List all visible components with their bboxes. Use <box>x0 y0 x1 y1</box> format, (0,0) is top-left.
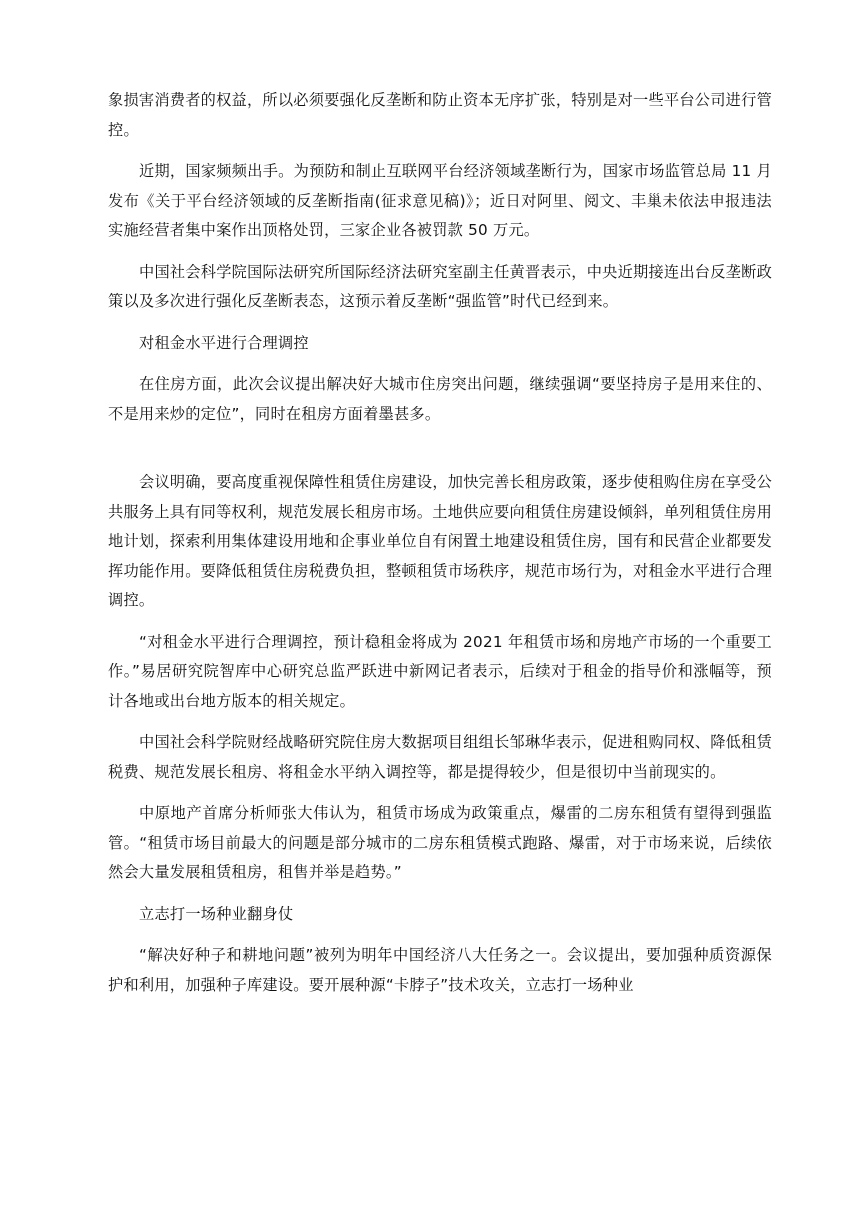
paragraph-1: 象损害消费者的权益，所以必须要强化反垄断和防止资本无序扩张，特别是对一些平台公司进行管控。 <box>108 91 772 139</box>
document-body <box>108 86 772 1012</box>
paragraph-2: 近期，国家频频出手。为预防和制止互联网平台经济领域垄断行为，国家市场监管总局 11 月发布《关于平台经济领域的反垄断指南(征求意见稿)》；近日对阿里、阅文、丰巢未依法申报违法实施经营者集中案作出顶格处罚，三家企业各被罚款 50 万元。 <box>108 162 772 239</box>
paragraph-5: 会议明确，要高度重视保障性租赁住房建设，加快完善长租房政策，逐步使租购住房在享受公共服务上具有同等权利，规范发展长租房市场。土地供应要向租赁住房建设倾斜，单列租赁住房用地计划，探索利用集体建设用地和企事业单位自有闲置土地建设租赁住房，国有和民营企业都要发挥功能作用。要降低租赁住房税费负担，整顿租赁市场秩序，规范市场行为，对租金水平进行合理调控。 <box>108 473 772 609</box>
paragraph-7: 中国社会科学院财经战略研究院住房大数据项目组组长邹琳华表示，促进租购同权、降低租赁税费、规范发展长租房、将租金水平纳入调控等，都是提得较少，但是很切中当前现实的。 <box>108 733 772 781</box>
paragraph-3: 中国社会科学院国际法研究所国际经济法研究室副主任黄晋表示，中央近期接连出台反垄断政策以及多次进行强化反垄断表态，这预示着反垄断“强监管”时代已经到来。 <box>108 262 772 310</box>
paragraph-9: “解决好种子和耕地问题”被列为明年中国经济八大任务之一。会议提出，要加强种质资源保护和利用，加强种子库建设。要开展种源“卡脖子”技术攻关，立志打一场种业 <box>108 946 772 994</box>
paragraph-4: 在住房方面，此次会议提出解决好大城市住房突出问题，继续强调“要坚持房子是用来住的、不是用来炒的定位”，同时在租房方面着墨甚多。 <box>108 375 772 423</box>
section-heading-seed: 立志打一场种业翻身仗 <box>139 904 294 923</box>
section-heading-rent: 对租金水平进行合理调控 <box>139 333 309 352</box>
blank-line <box>108 441 772 468</box>
paragraph-6: “对租金水平进行合理调控，预计稳租金将成为 2021 年租赁市场和房地产市场的一个重要工作。”易居研究院智库中心研究总监严跃进中新网记者表示，后续对于租金的指导价和涨幅等，预计各地或出台地方版本的相关规定。 <box>108 632 772 710</box>
paragraph-8: 中原地产首席分析师张大伟认为，租赁市场成为政策重点，爆雷的二房东租赁有望得到强监管。“租赁市场目前最大的问题是部分城市的二房东租赁模式跑路、爆雷，对于市场来说，后续依然会大量发展租赁租房，租售并举是趋势。” <box>108 804 772 881</box>
